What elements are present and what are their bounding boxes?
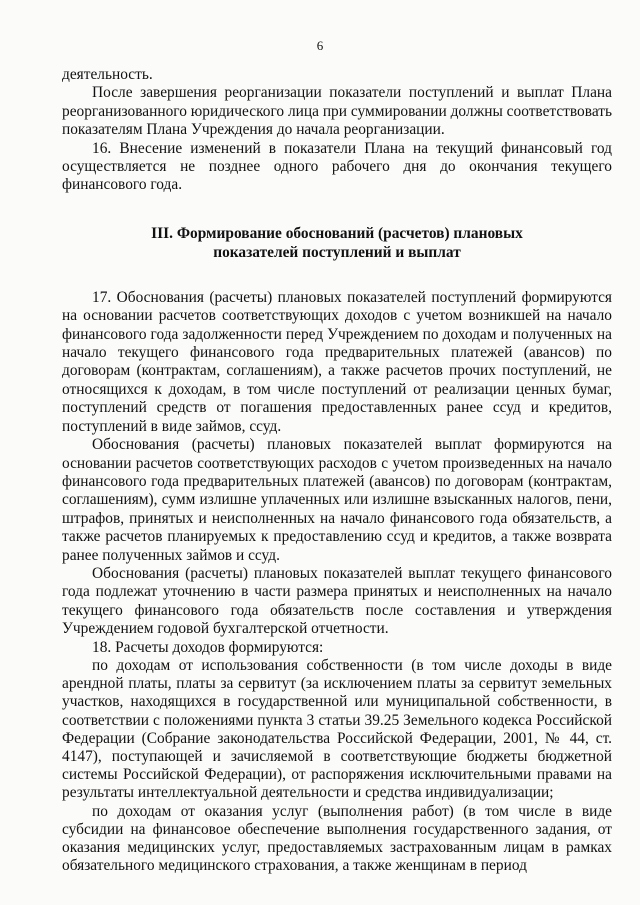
paragraph-property-income: по доходам от использования собственности (в том числе доходы в виде арендной платы, платы за сервитут (за исключением платы за сервитут земельных участков, находящихся в государственной или муниципальной собственности, в соответствии с положениями пункта 3 статьи 39.25 Земельного кодекса Российской Федерации (Собрание законодательства Российской Федерации, 2001, № 44, ст. 4147), поступающей и зачисляемой в соответствующие бюджеты бюджетной системы Российской Федерации), от распоряжения исключительными правами на результаты интеллектуальной деятельности и средства индивидуализации; (62, 656, 612, 802)
paragraph-reorganization: После завершения реорганизации показатели поступлений и выплат Плана реорганизованного юридического лица при суммировании должны соответствовать показателям Плана Учреждения до начала реорганизации. (62, 84, 612, 139)
paragraph-18: 18. Расчеты доходов формируются: (92, 638, 324, 656)
paragraph-clarification: Обоснования (расчеты) плановых показателей выплат текущего финансового года подлежат уточнению в части размера принятых и неисполненных на начало текущего финансового года обязательств после составления и утверждения Учреждением годовой бухгалтерской отчетности. (62, 564, 612, 638)
paragraph-17: 17. Обоснования (расчеты) плановых показателей поступлений формируются на основании расчетов соответствующих доходов с учетом возникшей на начало финансового года задолженности перед Учреждением по доходам и полученных на начало текущего финансового года предварительных платежей (авансов) по договорам (контрактам, соглашениям), а также расчетов прочих поступлений, не относящихся к доходам, в том числе поступлений от реализации ценных бумаг, поступлений средств от погашения предоставленных ранее ссуд и кредитов, поступлений в виде займов, ссуд. (62, 288, 612, 435)
document-body (62, 66, 612, 875)
paragraph-16: 16. Внесение изменений в показатели Плана на текущий финансовый год осуществляется не позднее одного рабочего дня до окончания текущего финансового года. (62, 139, 612, 194)
section-title-line-2: показателей поступлений и выплат (213, 243, 461, 261)
paragraph-continuation: деятельность. (62, 66, 153, 83)
page-number: 6 (316, 38, 324, 53)
paragraph-services-income: по доходам от оказания услуг (выполнения работ) (в том числе в виде субсидии на финансовое обеспечение выполнения государственного задания, от оказания медицинских услуг, предоставляемых застрахованным лицам в рамках обязательного медицинского страхования, а также женщинам в период (62, 802, 612, 875)
section-title (62, 224, 612, 262)
section-title-line-1: III. Формирование обоснований (расчетов) плановых (151, 224, 523, 242)
paragraph-expenses-justification: Обоснования (расчеты) плановых показателей выплат формируются на основании расчетов соответствующих расходов с учетом произведенных на начало финансового года предварительных платежей (авансов) по договорам (контрактам, соглашениям), сумм излишне уплаченных или излишне взысканных налогов, пени, штрафов, принятых и неисполненных на начало финансового года обязательств, а также расчетов планируемых к предоставлению ссуд и кредитов, а также возврата ранее полученных займов и ссуд. (62, 436, 612, 564)
